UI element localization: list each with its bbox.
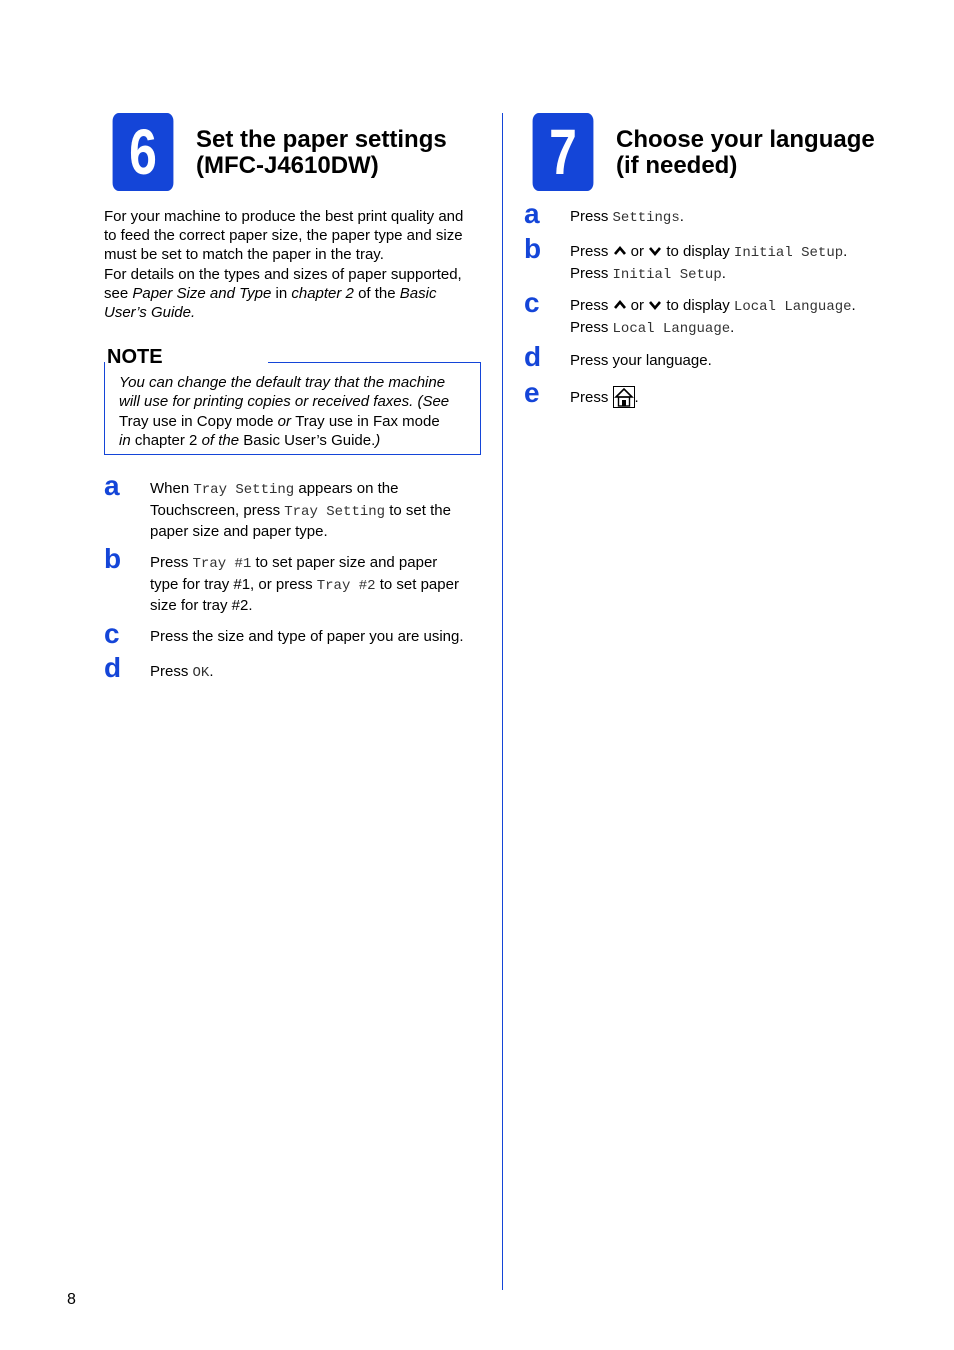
page-number: 8 [67,1291,76,1308]
step-7-substep-b: Press or to display Initial Setup. Press Initial Setup. [570,243,848,283]
step-6-badge [113,113,174,191]
step-7-substep-d: Press your language. [570,352,712,369]
step-7-letter-b: b [524,233,542,264]
step-6-substep-a: When Tray Setting appears on the Touchscreen, press Tray Setting to set the paper size and paper type. [150,480,451,540]
chevron-up-icon [613,244,627,258]
step-6-intro: For your machine to produce the best print quality and to feed the correct paper size, the paper type and size must be set to match the paper in the tray. For details on the types and sizes of paper supported, see Paper Size and Type in chapter 2 of the Basic User’s Guide. [104,208,464,322]
step-7-substep-c: Press or to display Local Language. Press Local Language. [570,297,856,337]
step-6-letter-c: c [104,618,120,649]
note-title: NOTE [107,346,163,368]
chevron-down-icon [648,298,662,312]
step-7-title: Choose your language (if needed) [616,126,875,179]
step-6-letter-a: a [104,470,120,501]
step-6-letter-d: d [104,652,122,683]
chevron-down-icon [648,244,662,258]
column-divider [502,113,503,1290]
step-7-letter-c: c [524,287,540,318]
step-6-substep-c: Press the size and type of paper you are using. [150,628,464,645]
home-icon [613,386,635,408]
step-7-letter-a: a [524,198,540,229]
step-6-substep-d: Press OK. [150,663,214,681]
step-7-badge [533,113,594,191]
step-6-number: 6 [129,116,157,188]
step-7-substep-e: Press . [570,386,910,408]
step-7-substep-a: Press Settings. [570,208,684,226]
step-7-number: 7 [549,116,577,188]
step-7-letter-d: d [524,341,542,372]
note-text: You can change the default tray that the machine will use for printing copies or received faxes. (See Tray use in Copy mode or Tray use in Fax mode in chapter 2 of the Basic User’s Guide.) [119,374,450,449]
step-6-letter-b: b [104,543,122,574]
step-7-letter-e: e [524,377,540,408]
step-6-title: Set the paper settings (MFC-J4610DW) [196,126,447,179]
chevron-up-icon [613,298,627,312]
step-6-substep-b: Press Tray #1 to set paper size and paper type for tray #1, or press Tray #2 to set paper size for tray #2. [150,554,459,614]
